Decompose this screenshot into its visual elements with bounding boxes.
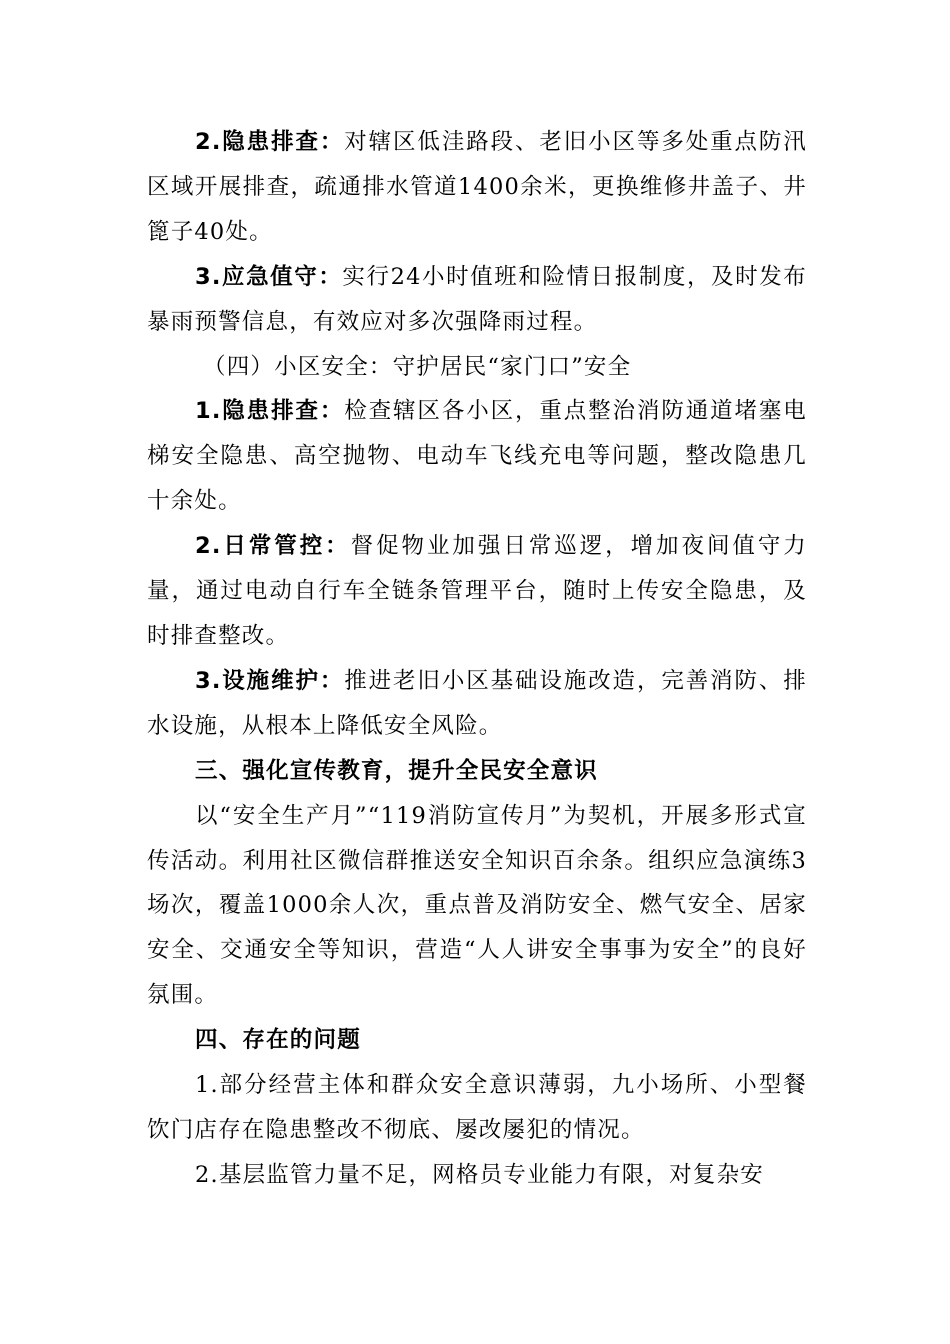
paragraph-lead: 3.应急值守： — [195, 263, 343, 290]
paragraph-lead: 2.隐患排查： — [195, 129, 345, 155]
section-heading-community-safety: （四）小区安全：守护居民“家门口”安全 — [203, 353, 632, 380]
paragraph-text: 实行24小时值班和险情日报制度，及时发布暴雨预警信息，有效应对多次强降雨过程。 — [147, 263, 807, 335]
paragraph-problem-2: 2.基层监管力量不足，网格员专业能力有限，对复杂安 — [195, 1161, 764, 1188]
paragraph-lead: 2.日常管控： — [195, 533, 351, 560]
paragraph-lead: 3.设施维护： — [195, 667, 345, 694]
section-heading-existing-problems: 四、存在的问题 — [195, 1027, 361, 1054]
paragraph-text: 对辖区低洼路段、老旧小区等多处重点防汛区域开展排查，疏通排水管道1400余米，更换维修井盖子、井篦子40处。 — [147, 129, 807, 245]
paragraph-publicity-activities: 以“安全生产月”“119消防宣传月”为契机，开展多形式宣传活动。利用社区微信群推送安全知识百余条。组织应急演练3场次，覆盖1000余人次，重点普及消防安全、燃气安全、居家安全、交通安全等知识，营造“人人讲安全事事为安全”的良好氛围。 — [147, 802, 807, 1009]
paragraph-text: 检查辖区各小区，重点整治消防通道堵塞电梯安全隐患、高空抛物、电动车飞线充电等问题，整改隐患几十余处。 — [147, 398, 807, 515]
paragraph-emergency-duty — [147, 255, 807, 345]
paragraph-community-inspection — [147, 389, 807, 524]
paragraph-text: 推进老旧小区基础设施改造，完善消防、排水设施，从根本上降低安全风险。 — [147, 667, 807, 739]
paragraph-text: 督促物业加强日常巡逻，增加夜间值守力量，通过电动自行车全链条管理平台，随时上传安全隐患，及时排查整改。 — [147, 533, 807, 649]
paragraph-problem-1: 1.部分经营主体和群众安全意识薄弱，九小场所、小型餐饮门店存在隐患整改不彻底、屡改屡犯的情况。 — [147, 1072, 807, 1143]
document-page — [147, 120, 807, 1198]
paragraph-daily-control — [147, 524, 807, 659]
paragraph-facility-maintenance — [147, 659, 807, 749]
section-heading-publicity-education: 三、强化宣传教育，提升全民安全意识 — [195, 757, 598, 784]
paragraph-lead: 1.隐患排查： — [195, 398, 345, 425]
paragraph-drainage-inspection — [147, 120, 807, 255]
